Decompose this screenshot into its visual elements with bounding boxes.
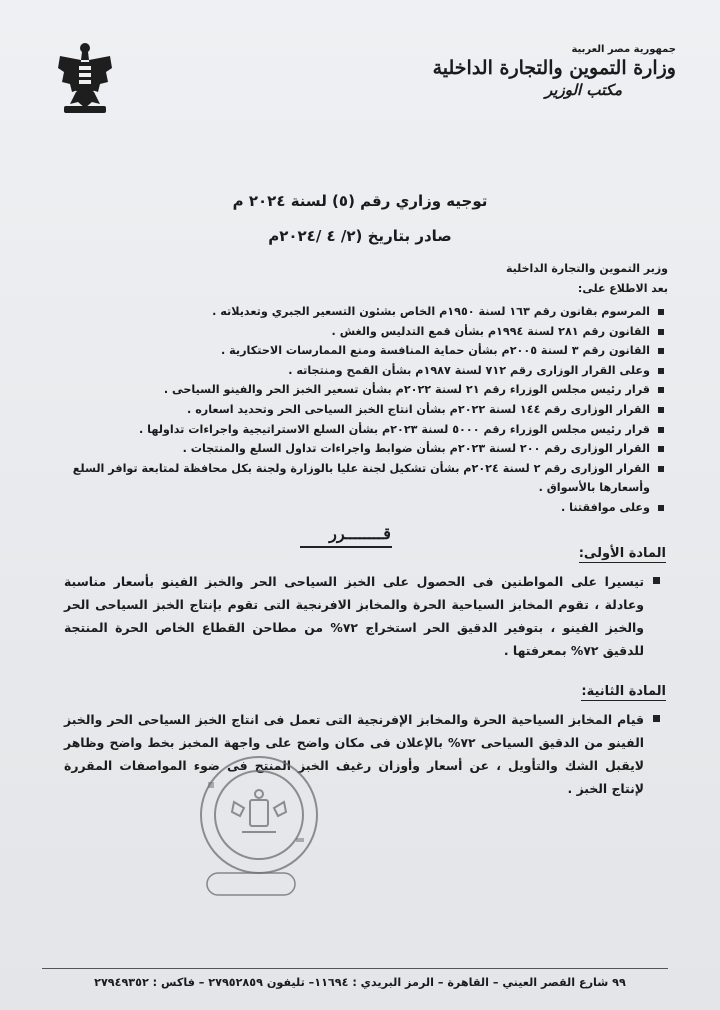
egypt-eagle-emblem-icon bbox=[56, 38, 114, 116]
article-2-title: المادة الثانية: bbox=[581, 684, 666, 699]
republic-name: جمهورية مصر العربية bbox=[571, 44, 676, 55]
list-item: القرار الوزارى رقم ٢ لسنة ٢٠٢٤م بشأن تشكيل لجنة عليا بالوزارة ولجنة بكل محافظة لمتابعة توافر السلع وأسعارها بالأسواق . bbox=[46, 459, 666, 498]
list-item: القرار الوزارى رقم ١٤٤ لسنة ٢٠٢٢م بشأن انتاج الخبز السياحى الحر وتحديد اسعاره . bbox=[46, 400, 666, 420]
decree-heading: قــــــــرر bbox=[329, 524, 391, 543]
ministry-name: وزارة التموين والتجارة الداخلية bbox=[432, 57, 676, 79]
list-item: القانون رقم ٣ لسنة ٢٠٠٥م بشأن حماية المنافسة ومنع الممارسات الاحتكارية . bbox=[46, 341, 666, 361]
footer-address: ٩٩ شارع القصر العيني – القاهرة – الرمز البريدي : ١١٦٩٤– تليفون ٢٧٩٥٢٨٥٩ – فاكس : ٢٧٩٤٩٣٥٢ bbox=[94, 976, 626, 989]
stamp-number-box bbox=[206, 872, 296, 896]
list-item: قرار رئيس مجلس الوزراء رقم ٢١ لسنة ٢٠٢٢م بشأن تسعير الخبز الحر والفينو السياحى . bbox=[46, 380, 666, 400]
bullet-icon bbox=[653, 715, 660, 722]
list-item: القانون رقم ٢٨١ لسنة ١٩٩٤م بشأن قمع التدليس والغش . bbox=[46, 322, 666, 342]
article-2-body bbox=[64, 708, 660, 800]
list-item: وعلى موافقتنا . bbox=[46, 498, 666, 518]
official-stamp-icon bbox=[196, 752, 322, 878]
decree-underline bbox=[300, 546, 392, 548]
list-item: القرار الوزارى رقم ٢٠٠ لسنة ٢٠٢٣م بشأن ضوابط واجراءات تداول السلع والمنتجات . bbox=[46, 439, 666, 459]
office-name: مكتب الوزير bbox=[545, 81, 622, 99]
legal-references-list bbox=[46, 302, 666, 518]
directive-title: توجيه وزاري رقم (٥) لسنة ٢٠٢٤ م bbox=[232, 192, 488, 210]
ministry-letterhead bbox=[432, 44, 676, 99]
bullet-icon bbox=[653, 577, 660, 584]
article-2-text: قيام المخابز السياحية الحرة والمخابز الإفرنجية التى تعمل فى انتاج الخبز السياحى الحر والخبز الفينو من الدقيق السياحى ٧٢% بالإعلان فى مكان واضح على واجهة المخبز بخط واضح وظاهر لايقبل الشك والتأويل ، عن أسعار وأوزان رغيف الخبز المنتج فى ضوء المواصفات المقررة لإنتاج الخبز . bbox=[64, 712, 644, 796]
article-1-body bbox=[64, 570, 660, 662]
article-1-text: تيسيرا على المواطنين فى الحصول على الخبز السياحى الحر والخبز الفينو بأسعار مناسبة وعادلة ، تقوم المخابز السياحية الحرة والمخابز الافرنجية التى تقوم بإنتاج الخبز السياحى الحر والخبز الفينو ، بتوفير الدقيق الحر استخراج ٧٢% من مطاحن القطاع الخاص الحرة المنتجة للدقيق ٧٢% بمعرفتها . bbox=[64, 574, 644, 658]
list-item: المرسوم بقانون رقم ١٦٣ لسنة ١٩٥٠م الخاص بشئون التسعير الجبري وتعديلاته . bbox=[46, 302, 666, 322]
issuer-line: وزير التموين والتجارة الداخلية bbox=[505, 262, 668, 275]
preamble-heading: بعد الاطلاع على: bbox=[577, 282, 668, 295]
footer-divider bbox=[42, 968, 668, 969]
list-item: قرار رئيس مجلس الوزراء رقم ٥٠٠٠ لسنة ٢٠٢٣م بشأن السلع الاستراتيجية واجراءات تداولها . bbox=[46, 420, 666, 440]
article-1-title: المادة الأولى: bbox=[578, 546, 666, 561]
list-item: وعلى القرار الوزارى رقم ٧١٢ لسنة ١٩٨٧م بشأن القمح ومنتجاته . bbox=[46, 361, 666, 381]
issue-date: صادر بتاريخ (٢/ ٤ /٢٠٢٤م bbox=[268, 227, 452, 245]
